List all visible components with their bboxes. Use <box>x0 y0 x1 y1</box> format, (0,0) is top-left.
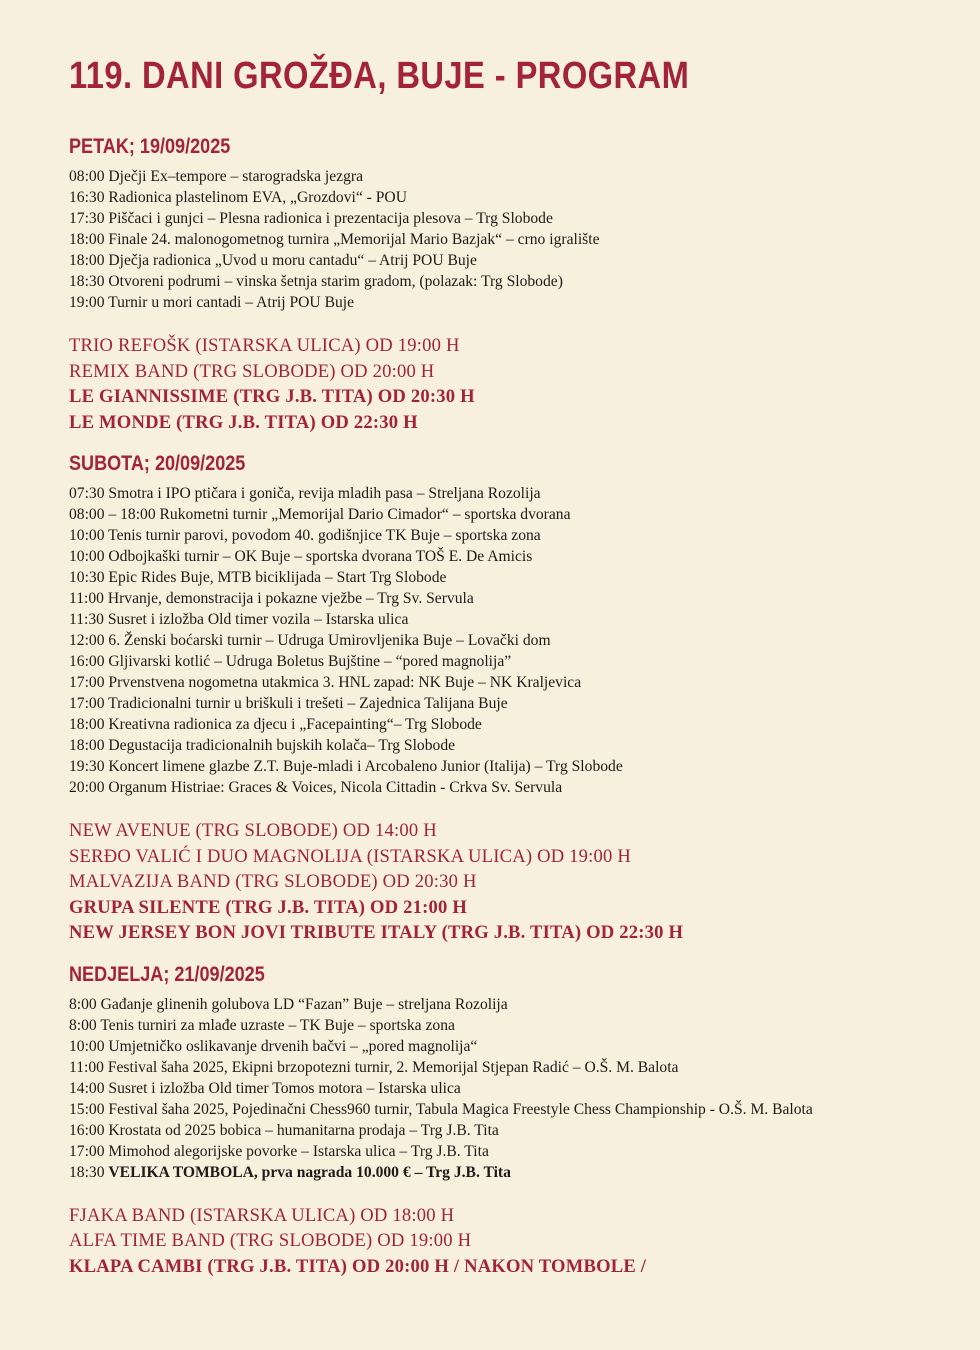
event-item: 11:30 Susret i izložba Old timer vozila – Istarska ulica <box>69 611 409 628</box>
day-sunday <box>69 962 949 1280</box>
event-item: 19:30 Koncert limene glazbe Z.T. Buje-mladi i Arcobaleno Junior (Italija) – Trg Slobode <box>69 758 623 775</box>
event-item: 17:00 Prvenstvena nogometna utakmica 3. HNL zapad: NK Buje – NK Kraljevica <box>69 674 582 691</box>
day-heading: NEDJELJA; 21/09/2025 <box>69 962 265 986</box>
event-item: 8:00 Gađanje glinenih golubova LD “Fazan” Buje – streljana Rozolija <box>69 995 508 1013</box>
concert-item: MALVAZIJA BAND (TRG SLOBODE) OD 20:30 H <box>69 871 477 892</box>
event-list <box>69 166 949 313</box>
event-time: 18:30 <box>69 1163 109 1181</box>
concert-item-headliner: LE GIANNISSIME (TRG J.B. TITA) OD 20:30 H <box>69 386 475 407</box>
event-item: 07:30 Smotra i IPO ptičara i goniča, revija mladih pasa – Streljana Rozolija <box>69 485 541 502</box>
concert-item: ALFA TIME BAND (TRG SLOBODE) OD 19:00 H <box>69 1230 472 1251</box>
concert-list <box>69 1203 949 1280</box>
event-item: 16:00 Krostata od 2025 bobica – humanitarna prodaja – Trg J.B. Tita <box>69 1121 499 1139</box>
program-page <box>69 52 949 1295</box>
event-item: 17:00 Mimohod alegorijske povorke – Istarska ulica – Trg J.B. Tita <box>69 1142 489 1160</box>
concert-item: REMIX BAND (TRG SLOBODE) OD 20:00 H <box>69 360 435 382</box>
event-item: 18:00 Degustacija tradicionalnih bujskih kolača– Trg Slobode <box>69 737 456 754</box>
event-list <box>69 994 949 1183</box>
event-item: 10:30 Epic Rides Buje, MTB biciklijada – Start Trg Slobode <box>69 569 447 586</box>
concert-item-headliner: KLAPA CAMBI (TRG J.B. TITA) OD 20:00 H / NAKON TOMBOLE / <box>69 1255 647 1277</box>
event-item: 18:00 Kreativna radionica za djecu i „Facepainting“– Trg Slobode <box>69 716 482 733</box>
event-item: 11:00 Hrvanje, demonstracija i pokazne vježbe – Trg Sv. Servula <box>69 590 474 607</box>
concert-item: NEW AVENUE (TRG SLOBODE) OD 14:00 H <box>69 820 437 841</box>
day-heading: SUBOTA; 20/09/2025 <box>69 452 246 475</box>
event-item: 11:00 Festival šaha 2025, Ekipni brzopotezni turnir, 2. Memorijal Stjepan Radić – O.Š. M. Balota <box>69 1058 679 1076</box>
event-item: 15:00 Festival šaha 2025, Pojedinačni Chess960 turnir, Tabula Magica Freestyle Chess Championship - O.Š. M. Balota <box>69 1100 813 1118</box>
concert-item-headliner: NEW JERSEY BON JOVI TRIBUTE ITALY (TRG J.B. TITA) OD 22:30 H <box>69 922 684 943</box>
concert-list <box>69 333 949 435</box>
page-title: 119. DANI GROŽĐA, BUJE - PROGRAM <box>69 55 690 97</box>
event-list <box>69 483 949 798</box>
event-item: 19:00 Turnir u mori cantadi – Atrij POU Buje <box>69 294 355 311</box>
concert-item: SERĐO VALIĆ I DUO MAGNOLIJA (ISTARSKA ULICA) OD 19:00 H <box>69 845 632 867</box>
concert-list <box>69 818 949 946</box>
day-saturday <box>69 451 949 946</box>
event-item: 14:00 Susret i izložba Old timer Tomos motora – Istarska ulica <box>69 1079 461 1097</box>
day-friday <box>69 134 949 435</box>
day-heading: PETAK; 19/09/2025 <box>69 135 231 158</box>
event-item: 18:00 Finale 24. malonogometnog turnira „Memorijal Mario Bazjak“ – crno igralište <box>69 231 600 248</box>
event-item: 08:00 Dječji Ex–tempore – starogradska jezgra <box>69 168 364 185</box>
concert-item-headliner: LE MONDE (TRG J.B. TITA) OD 22:30 H <box>69 411 418 433</box>
event-item: 20:00 Organum Histriae: Graces & Voices, Nicola Cittadin - Crkva Sv. Servula <box>69 779 563 796</box>
event-item: 17:00 Tradicionalni turnir u briškuli i trešeti – Zajednica Talijana Buje <box>69 695 508 712</box>
tombola-text: VELIKA TOMBOLA, prva nagrada 10.000 € – Trg J.B. Tita <box>108 1163 511 1181</box>
concert-item-headliner: GRUPA SILENTE (TRG J.B. TITA) OD 21:00 H <box>69 896 468 918</box>
event-item: 16:30 Radionica plastelinom EVA, „Grozdovi“ - POU <box>69 189 407 206</box>
event-item: 8:00 Tenis turniri za mlađe uzraste – TK Buje – sportska zona <box>69 1016 455 1034</box>
event-item: 12:00 6. Ženski boćarski turnir – Udruga Umirovljenika Buje – Lovački dom <box>69 632 551 649</box>
event-item: 10:00 Odbojkaški turnir – OK Buje – sportska dvorana TOŠ E. De Amicis <box>69 548 533 565</box>
event-item: 17:30 Piščaci i gunjci – Plesna radionica i prezentacija plesova – Trg Slobode <box>69 210 553 227</box>
event-item: 16:00 Gljivarski kotlić – Udruga Boletus Bujštine – “pored magnolija” <box>69 653 512 670</box>
event-item-tombola <box>69 1162 949 1183</box>
event-item: 18:30 Otvoreni podrumi – vinska šetnja starim gradom, (polazak: Trg Slobode) <box>69 273 563 290</box>
event-item: 08:00 – 18:00 Rukometni turnir „Memorijal Dario Cimador“ – sportska dvorana <box>69 506 571 523</box>
event-item: 18:00 Dječja radionica „Uvod u moru cantadu“ – Atrij POU Buje <box>69 252 477 269</box>
event-item: 10:00 Umjetničko oslikavanje drvenih bačvi – „pored magnolija“ <box>69 1037 478 1055</box>
event-item: 10:00 Tenis turnir parovi, povodom 40. godišnjice TK Buje – sportska zona <box>69 527 541 544</box>
concert-item: FJAKA BAND (ISTARSKA ULICA) OD 18:00 H <box>69 1204 455 1226</box>
concert-item: TRIO REFOŠK (ISTARSKA ULICA) OD 19:00 H <box>69 335 460 356</box>
